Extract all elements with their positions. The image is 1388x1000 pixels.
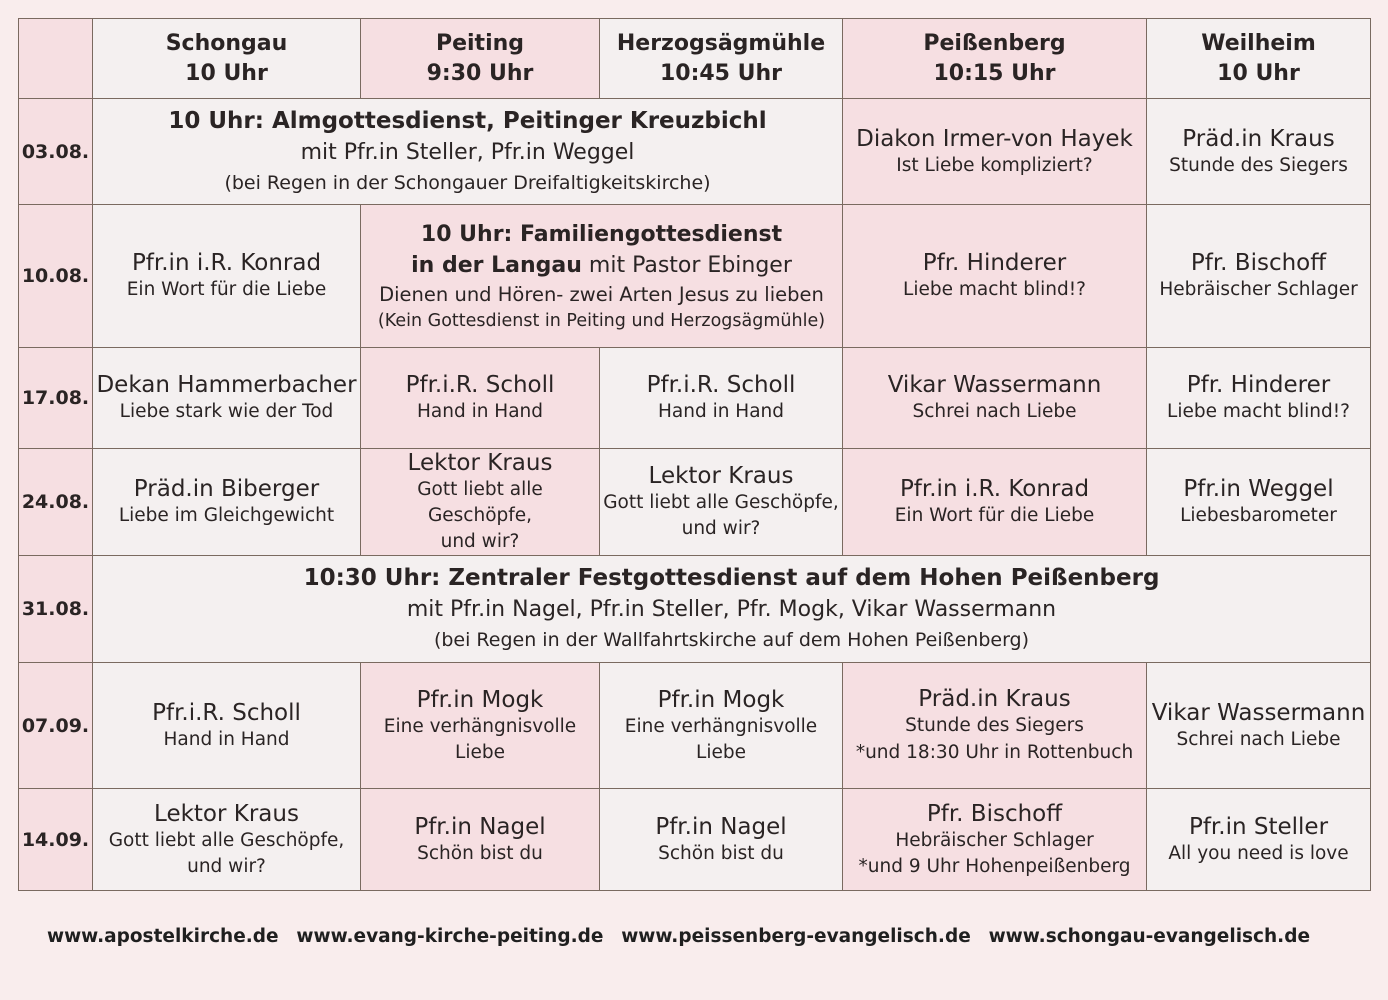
cell-peissenberg [843, 663, 1147, 789]
pastor-name: Lektor Kraus [648, 463, 794, 489]
service-note: (Kein Gottesdienst in Peiting und Herzogsägmühle) [377, 311, 826, 331]
sermon-topic: Hebräischer Schlager [1159, 279, 1358, 300]
pastor-name: Pfr.in Nagel [655, 813, 787, 840]
sermon-topic: Liebe stark wie der Tod [119, 401, 334, 422]
schedule-table [18, 18, 1371, 891]
sermon-topic: Hebräischer Schlager [895, 829, 1094, 851]
cell-herzogsaegmuehle [600, 789, 843, 891]
pastor-name: Pfr.i.R. Scholl [152, 699, 301, 726]
sermon-topic: Eine verhängnisvolle [383, 715, 577, 737]
merged-service-cell [93, 99, 843, 205]
extra-service-note: *und 18:30 Uhr in Rottenbuch [855, 741, 1134, 763]
cell-weilheim [1147, 205, 1371, 348]
header-weilheim [1147, 19, 1371, 99]
cell-schongau [93, 449, 361, 556]
sermon-topic: Gott liebt alle Geschöpfe, [108, 829, 345, 851]
cell-schongau [93, 789, 361, 891]
footer-link-peissenberg[interactable]: www.peissenberg-evangelisch.de [621, 926, 971, 947]
cell-peissenberg [843, 789, 1147, 891]
sermon-topic: Liebesbarometer [1180, 505, 1337, 526]
sermon-topic-continued: Liebe [455, 741, 505, 763]
sermon-topic: Hand in Hand [416, 401, 544, 422]
header-place: Peiting [435, 30, 525, 56]
cell-weilheim [1147, 449, 1371, 556]
header-place: Weilheim [1201, 30, 1316, 56]
sermon-topic-continued: Liebe [696, 741, 746, 763]
service-location: in der Langau [411, 253, 582, 278]
header-time: 9:30 Uhr [426, 60, 534, 86]
sermon-topic: Ein Wort für die Liebe [894, 505, 1095, 526]
header-place: Herzogsägmühle [616, 30, 826, 56]
footer-link-peiting[interactable]: www.evang-kirche-peiting.de [296, 926, 604, 947]
pastor-name: Pfr.in i.R. Konrad [131, 250, 322, 276]
pastor-name: Pfr.in Mogk [657, 686, 785, 713]
sermon-topic: Schrei nach Liebe [912, 401, 1077, 422]
merged-service-cell [93, 556, 1371, 663]
cell-peiting [361, 348, 600, 449]
table-row [19, 449, 1371, 556]
extra-service-note: *und 9 Uhr Hohenpeißenberg [858, 855, 1131, 877]
sermon-topic: Ein Wort für die Liebe [126, 279, 327, 300]
footer-link-schongau[interactable]: www.schongau-evangelisch.de [988, 926, 1310, 947]
cell-weilheim [1147, 789, 1371, 891]
sermon-topic: Schrei nach Liebe [1176, 728, 1341, 750]
cell-peiting [361, 449, 600, 556]
sermon-topic-continued: und wir? [187, 855, 266, 877]
cell-peissenberg [843, 449, 1147, 556]
cell-peissenberg [843, 348, 1147, 449]
sermon-topic: Liebe macht blind!? [1167, 401, 1350, 422]
pastor-name: Pfr.i.R. Scholl [405, 372, 555, 398]
sermon-topic: Stunde des Siegers [1169, 154, 1348, 176]
header-time: 10:15 Uhr [933, 60, 1056, 86]
row-date: 31.08. [19, 556, 93, 663]
pastor-name: Lektor Kraus [154, 800, 299, 827]
header-row [19, 19, 1371, 99]
header-schongau [93, 19, 361, 99]
sermon-topic: Hand in Hand [163, 728, 290, 750]
sermon-topic: Liebe macht blind!? [903, 279, 1086, 300]
pastor-name: Dekan Hammerbacher [96, 372, 357, 398]
header-place: Peißenberg [923, 30, 1066, 56]
pastor-name: Präd.in Kraus [1182, 125, 1335, 152]
sermon-topic: Gott liebt alle Geschöpfe, [603, 492, 839, 513]
sermon-topic: Eine verhängnisvolle [624, 715, 818, 737]
cell-weilheim [1147, 99, 1371, 205]
table-row [19, 348, 1371, 449]
pastor-name: Pfr. Bischoff [926, 800, 1063, 827]
table-row [19, 99, 1371, 205]
header-place: Schongau [165, 30, 288, 56]
cell-schongau [93, 348, 361, 449]
cell-schongau [93, 663, 361, 789]
service-pastor: mit Pastor Ebinger [581, 253, 792, 278]
service-pastors: mit Pfr.in Nagel, Pfr.in Steller, Pfr. Mogk, Vikar Wassermann [406, 597, 1057, 622]
row-date: 03.08. [19, 99, 93, 205]
cell-weilheim [1147, 663, 1371, 789]
sermon-topic: Schön bist du [658, 842, 784, 864]
footer-links [0, 926, 1388, 947]
table-row [19, 663, 1371, 789]
cell-peiting [361, 789, 600, 891]
pastor-name: Präd.in Kraus [918, 685, 1071, 712]
row-date: 17.08. [19, 348, 93, 449]
sermon-topic-continued: und wir? [440, 531, 520, 552]
pastor-name: Pfr.in Nagel [414, 813, 546, 840]
cell-schongau [93, 205, 361, 348]
sermon-topic: Stunde des Siegers [905, 714, 1084, 736]
header-time: 10:45 Uhr [659, 60, 783, 86]
pastor-name: Pfr.i.R. Scholl [646, 372, 796, 398]
table-row [19, 205, 1371, 348]
cell-herzogsaegmuehle [600, 663, 843, 789]
row-date: 10.08. [19, 205, 93, 348]
service-note: (bei Regen in der Schongauer Dreifaltigkeitskirche) [224, 171, 711, 194]
header-peissenberg [843, 19, 1147, 99]
pastor-name: Präd.in Biberger [133, 476, 320, 502]
service-title: 10 Uhr: Familiengottesdienst [420, 222, 783, 247]
sermon-topic: Ist Liebe kompliziert? [896, 154, 1093, 176]
pastor-name: Pfr. Hinderer [1186, 372, 1331, 398]
pastor-name: Diakon Irmer-von Hayek [856, 125, 1133, 152]
row-date: 07.09. [19, 663, 93, 789]
pastor-name: Pfr. Bischoff [1190, 250, 1327, 276]
cell-weilheim [1147, 348, 1371, 449]
pastor-name: Pfr.in Weggel [1183, 476, 1334, 502]
service-title: 10:30 Uhr: Zentraler Festgottesdienst auf dem Hohen Peißenberg [303, 565, 1160, 591]
cell-herzogsaegmuehle [600, 348, 843, 449]
pastor-name: Pfr.in Steller [1188, 813, 1329, 840]
sermon-topic-continued: und wir? [681, 518, 761, 539]
service-location-line [363, 250, 840, 281]
header-herzogsaegmuehle [600, 19, 843, 99]
pastor-name: Pfr.in i.R. Konrad [899, 476, 1090, 502]
service-topic: Dienen und Hören- zwei Arten Jesus zu lieben [379, 283, 824, 306]
pastor-name: Vikar Wassermann [1151, 699, 1366, 726]
footer-link-apostelkirche[interactable]: www.apostelkirche.de [47, 926, 279, 947]
sermon-topic: Hand in Hand [657, 401, 785, 422]
cell-herzogsaegmuehle [600, 449, 843, 556]
header-peiting [361, 19, 600, 99]
table-row [19, 556, 1371, 663]
sermon-topic: Liebe im Gleichgewicht [118, 505, 335, 526]
merged-service-cell [361, 205, 843, 348]
row-date: 24.08. [19, 449, 93, 556]
cell-peiting [361, 663, 600, 789]
service-note: (bei Regen in der Wallfahrtskirche auf dem Hohen Peißenberg) [433, 629, 1030, 651]
table-row [19, 789, 1371, 891]
pastor-name: Lektor Kraus [407, 450, 553, 476]
service-title: 10 Uhr: Almgottesdienst, Peitinger Kreuzbichl [168, 107, 767, 134]
header-time: 10 Uhr [185, 60, 268, 86]
sermon-topic: Gott liebt alle Geschöpfe, [417, 479, 543, 526]
sermon-topic: Schön bist du [417, 842, 543, 864]
pastor-name: Pfr. Hinderer [922, 250, 1067, 276]
pastor-name: Pfr.in Mogk [416, 686, 544, 713]
service-pastors: mit Pfr.in Steller, Pfr.in Weggel [300, 139, 635, 165]
pastor-name: Vikar Wassermann [887, 372, 1102, 398]
cell-peissenberg [843, 205, 1147, 348]
sermon-topic: All you need is love [1168, 842, 1349, 864]
header-corner [19, 19, 93, 99]
header-time: 10 Uhr [1217, 60, 1300, 86]
cell-peissenberg [843, 99, 1147, 205]
row-date: 14.09. [19, 789, 93, 891]
